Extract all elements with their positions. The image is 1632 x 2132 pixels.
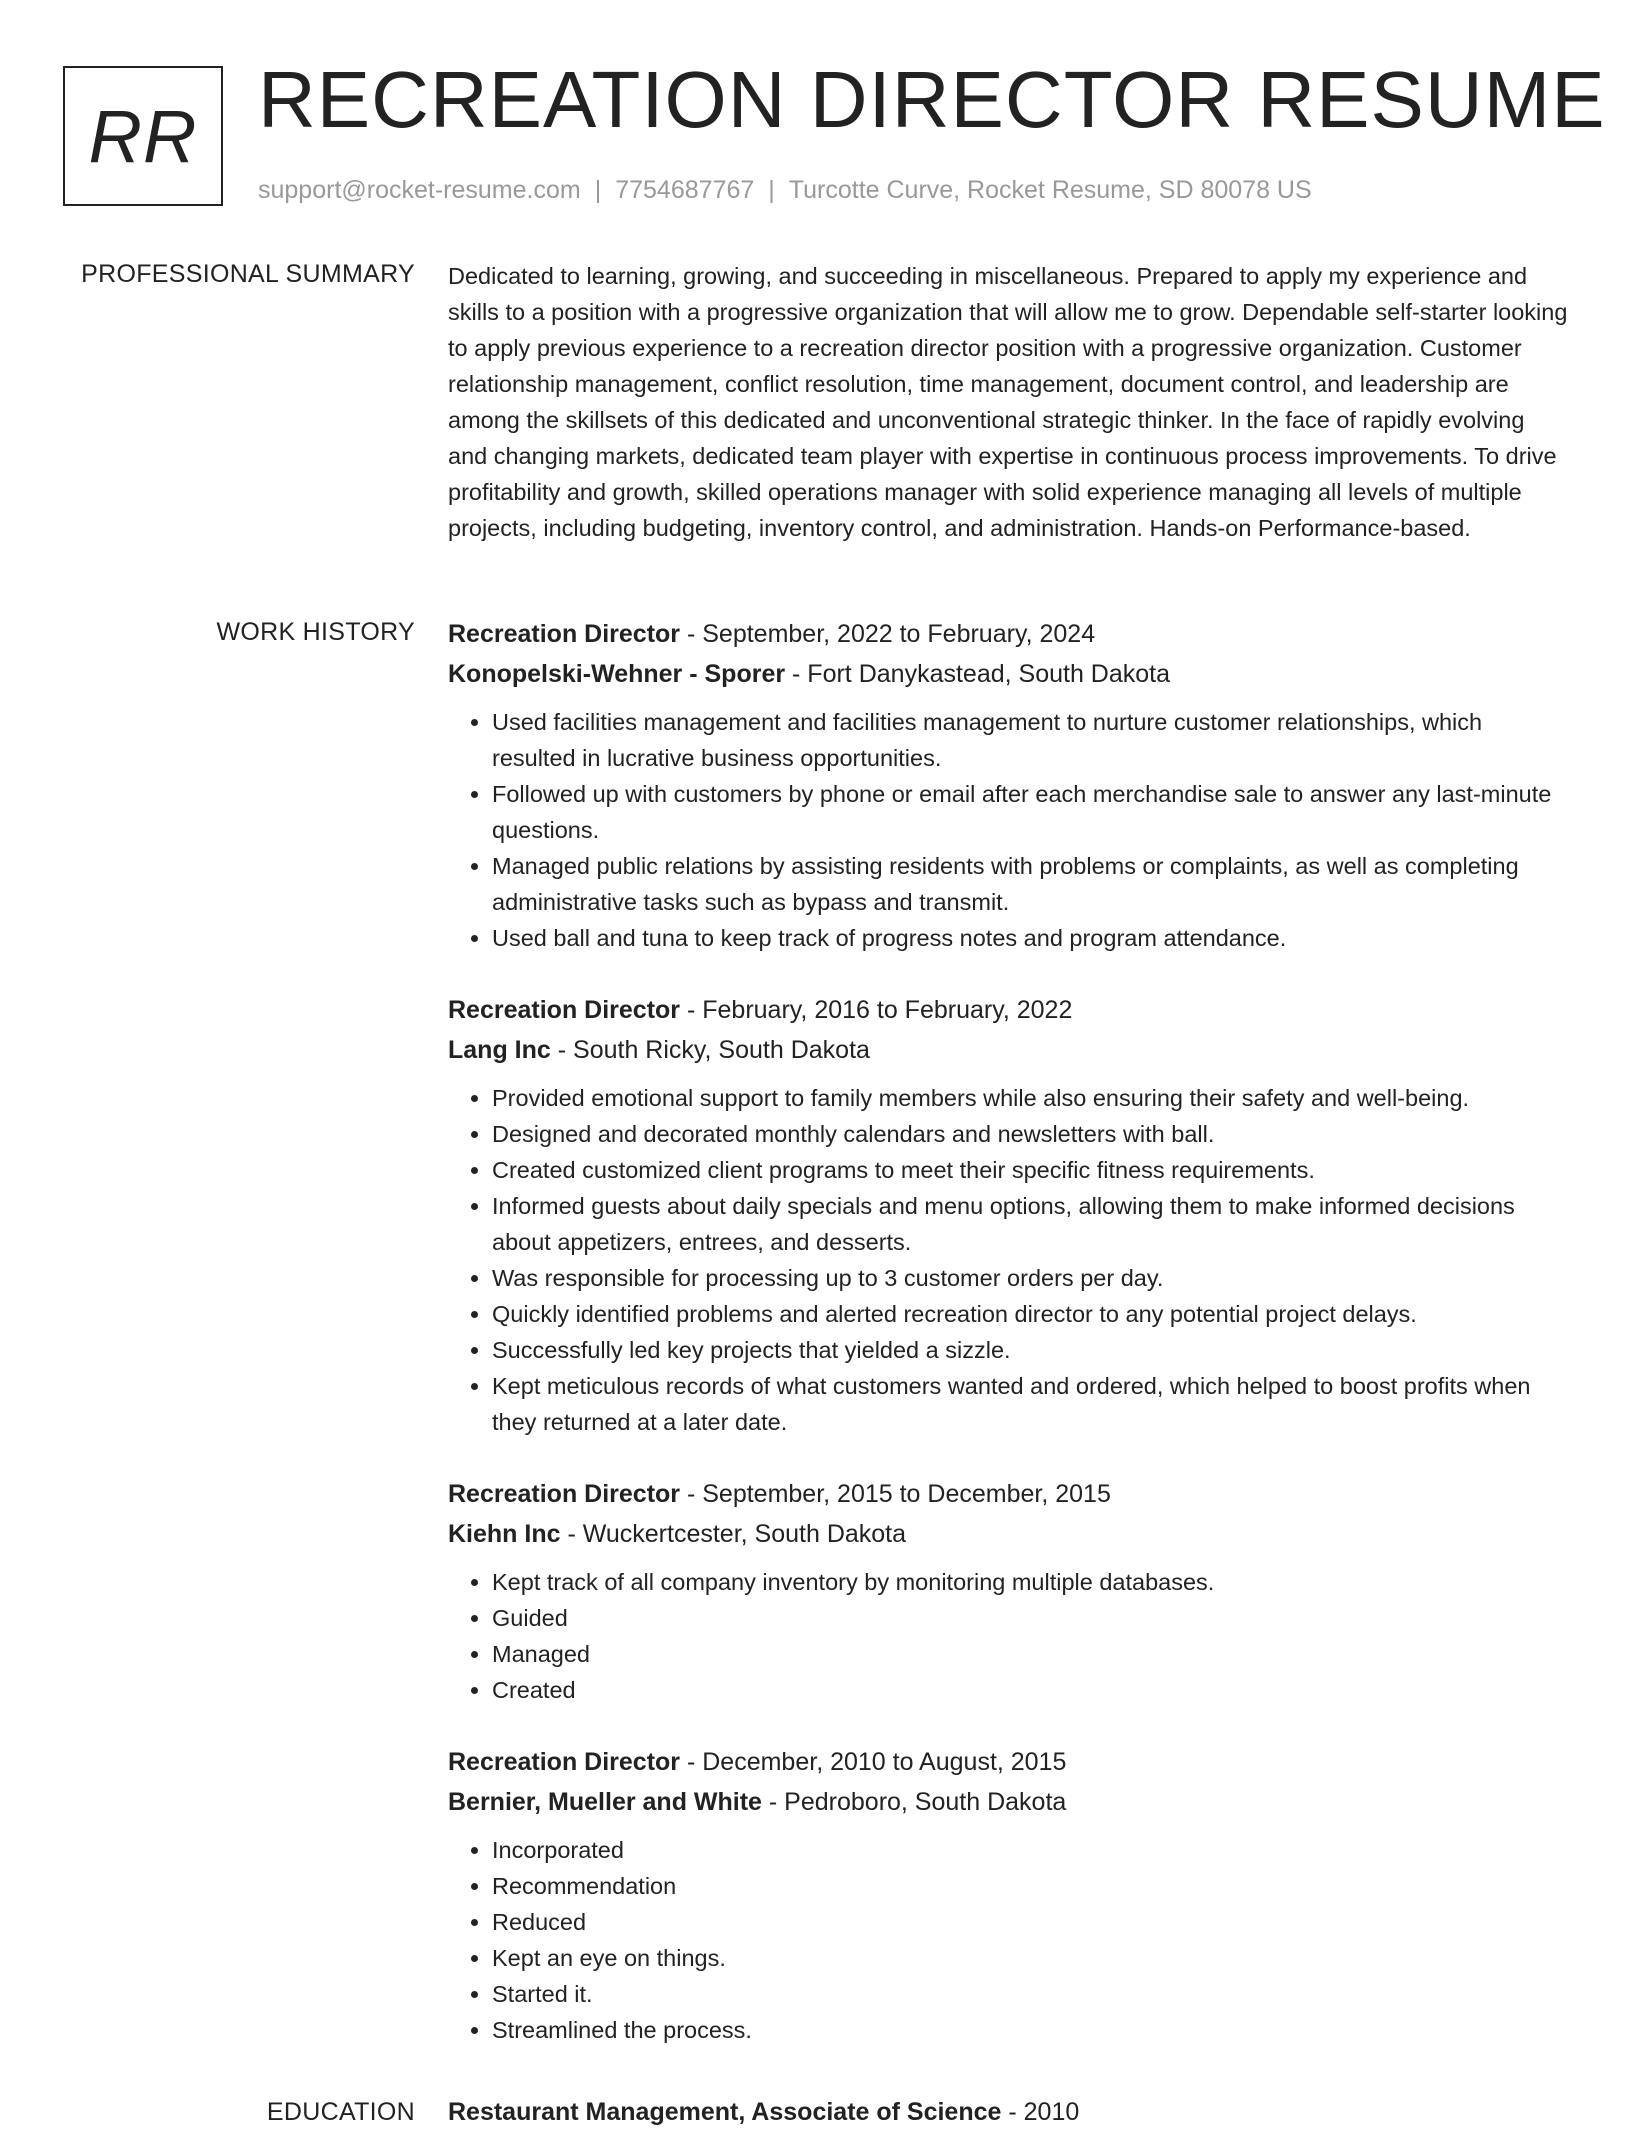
job-dates: - September, 2015 to December, 2015 <box>680 1480 1111 1508</box>
job-bullet: • Quickly identified problems and alerted recreation director to any potential project delays. <box>492 1296 1568 1332</box>
job-entry <box>448 1742 1568 2048</box>
summary-section <box>448 258 1568 546</box>
job-bullet: • Provided emotional support to family members while also ensuring their safety and well-being. <box>492 1080 1568 1116</box>
education-year: - 2010 <box>1001 2098 1080 2126</box>
job-bullet: • Used ball and tuna to keep track of progress notes and program attendance. <box>492 920 1568 956</box>
job-bullet: • Managed public relations by assisting residents with problems or complaints, as well as completing administrative tasks such as bypass and transmit. <box>492 848 1568 920</box>
job-location: - Fort Danykastead, South Dakota <box>785 660 1171 688</box>
job-title-line <box>448 990 1568 1030</box>
job-dates: - September, 2022 to February, 2024 <box>680 620 1096 648</box>
job-company-line <box>448 1514 1568 1554</box>
job-title-line <box>448 1742 1568 1782</box>
job-bullet: • Successfully led key projects that yielded a sizzle. <box>492 1332 1568 1368</box>
job-entry <box>448 1474 1568 1708</box>
job-bullet: • Created customized client programs to meet their specific fitness requirements. <box>492 1152 1568 1188</box>
job-bullets <box>448 1080 1568 1440</box>
contact-separator: | <box>594 176 602 204</box>
job-bullet: • Streamlined the process. <box>492 2012 1568 2048</box>
contact-email[interactable]: support@rocket-resume.com <box>258 176 581 204</box>
job-bullet: • Guided <box>492 1600 1568 1636</box>
job-company-line <box>448 654 1568 694</box>
job-bullet: • Created <box>492 1672 1568 1708</box>
job-company: Bernier, Mueller and White <box>448 1788 762 1816</box>
job-bullets <box>448 1564 1568 1708</box>
job-entry <box>448 990 1568 1440</box>
job-dates: - February, 2016 to February, 2022 <box>680 996 1073 1024</box>
job-entry <box>448 614 1568 956</box>
job-bullets <box>448 1832 1568 2048</box>
job-dates: - December, 2010 to August, 2015 <box>680 1748 1067 1776</box>
job-bullet: • Kept track of all company inventory by monitoring multiple databases. <box>492 1564 1568 1600</box>
job-company: Lang Inc <box>448 1036 551 1064</box>
job-bullet: • Kept an eye on things. <box>492 1940 1568 1976</box>
job-bullet: • Recommendation <box>492 1868 1568 1904</box>
job-company: Kiehn Inc <box>448 1520 561 1548</box>
job-title: Recreation Director <box>448 1480 681 1508</box>
section-label-summary: PROFESSIONAL SUMMARY <box>81 260 415 288</box>
section-label-education: EDUCATION <box>266 2098 415 2126</box>
job-title-line <box>448 1474 1568 1514</box>
job-location: - Pedroboro, South Dakota <box>761 1788 1067 1816</box>
job-bullet: • Incorporated <box>492 1832 1568 1868</box>
job-bullet: • Was responsible for processing up to 3 customer orders per day. <box>492 1260 1568 1296</box>
contact-line <box>258 176 1312 205</box>
job-location: - Wuckertcester, South Dakota <box>560 1520 907 1548</box>
job-bullet: • Reduced <box>492 1904 1568 1940</box>
job-location: - South Ricky, South Dakota <box>550 1036 870 1064</box>
job-company: Konopelski-Wehner - Sporer <box>448 660 786 688</box>
job-title-line <box>448 614 1568 654</box>
summary-text: Dedicated to learning, growing, and succeeding in miscellaneous. Prepared to apply my experience and skills to a position with a progressive organization that will allow me to grow. Dependable self-starter looking to apply previous experience to a recreation director position with a progressive organization. Customer relationship management, conflict resolution, time management, document control, and leadership are among the skillsets of this dedicated and unconventional strategic thinker. In the face of rapidly evolving and changing markets, dedicated team player with expertise in continuous process improvements. To drive profitability and growth, skilled operations manager with solid experience managing all levels of multiple projects, including budgeting, inventory control, and administration. Hands-on Performance-based. <box>448 263 1568 541</box>
section-label-work-history: WORK HISTORY <box>216 618 415 646</box>
education-entry <box>448 2092 1568 2132</box>
job-title: Recreation Director <box>448 1748 681 1776</box>
contact-separator: | <box>768 176 775 204</box>
job-bullet: • Designed and decorated monthly calendars and newsletters with ball. <box>492 1116 1568 1152</box>
job-bullets <box>448 704 1568 956</box>
job-company-line <box>448 1782 1568 1822</box>
job-bullet: • Managed <box>492 1636 1568 1672</box>
education-degree: Restaurant Management, Associate of Science <box>448 2098 1002 2126</box>
contact-address: Turcotte Curve, Rocket Resume, SD 80078 US <box>788 176 1312 204</box>
job-bullet: • Used facilities management and facilities management to nurture customer relationships, which resulted in lucrative business opportunities. <box>492 704 1568 776</box>
job-title: Recreation Director <box>448 996 681 1024</box>
work-history-section <box>448 614 1568 2082</box>
job-bullet: • Kept meticulous records of what customers wanted and ordered, which helped to boost profits when they returned at a later date. <box>492 1368 1568 1440</box>
contact-phone[interactable]: 7754687767 <box>615 176 755 204</box>
resume-title: RECREATION DIRECTOR RESUME <box>258 55 1606 144</box>
monogram-logo: RR <box>63 66 223 206</box>
job-company-line <box>448 1030 1568 1070</box>
job-bullet: • Started it. <box>492 1976 1568 2012</box>
job-bullet: • Informed guests about daily specials and menu options, allowing them to make informed decisions about appetizers, entrees, and desserts. <box>492 1188 1568 1260</box>
education-section <box>448 2092 1568 2132</box>
job-bullet: • Followed up with customers by phone or email after each merchandise sale to answer any last-minute questions. <box>492 776 1568 848</box>
job-title: Recreation Director <box>448 620 681 648</box>
